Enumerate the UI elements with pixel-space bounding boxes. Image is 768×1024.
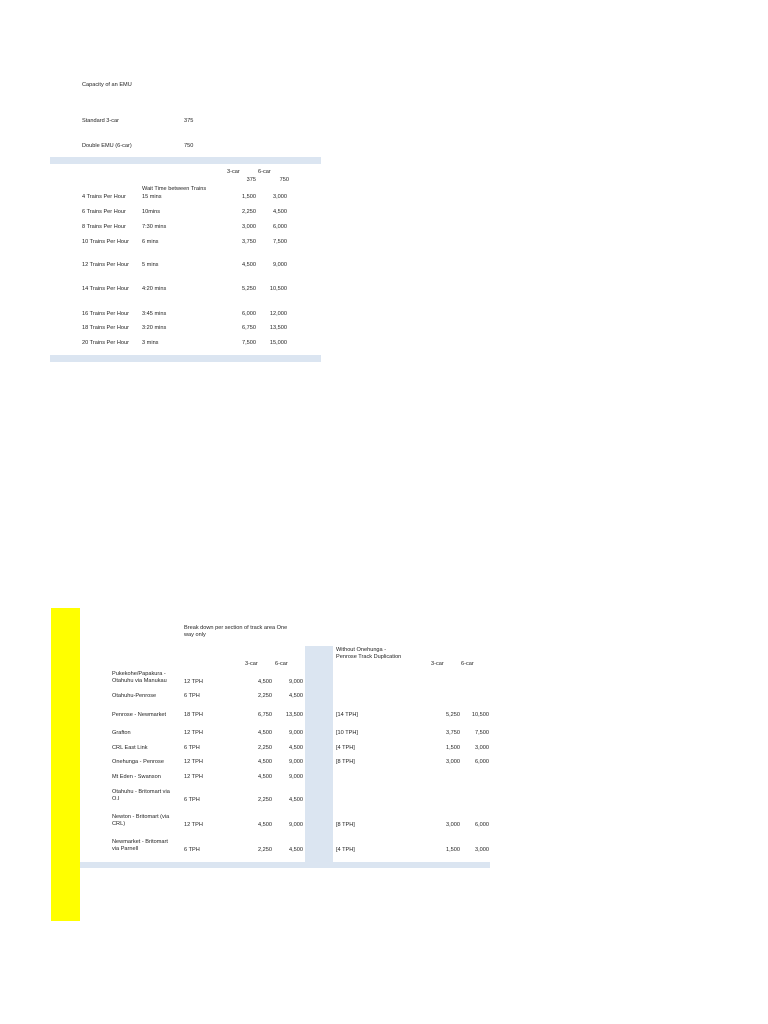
section-row-alt-6car: 10,500 (471, 712, 489, 718)
capacity-row-3car: 1,500 (242, 194, 256, 200)
section-row-6car: 4,500 (289, 797, 303, 803)
section-row-6car: 4,500 (289, 693, 303, 699)
section-row-alt-3car: 3,000 (446, 822, 460, 828)
section-row-alt-tph: [14 TPH] (336, 712, 358, 718)
capacity-row-wait: 3:45 mins (142, 311, 167, 317)
section-row-name: Penrose - Newmarket (112, 712, 167, 718)
section-row-3car: 2,250 (258, 693, 272, 699)
section-row-tph: 18 TPH (184, 712, 203, 718)
section-row-name: Newton - Britomart (via CRL) (112, 814, 170, 827)
section-row-tph: 6 TPH (184, 847, 200, 853)
section-bottom-band (80, 862, 490, 868)
section-row-6car: 9,000 (289, 759, 303, 765)
section-row-alt-3car: 3,750 (446, 730, 460, 736)
section-row-3car: 2,250 (258, 745, 272, 751)
capacity-row-tph: 6 Trains Per Hour (82, 209, 126, 215)
section-row-tph: 6 TPH (184, 745, 200, 751)
section-row-alt-6car: 7,500 (475, 730, 489, 736)
section-row-alt-6car: 6,000 (475, 759, 489, 765)
section-row-name: Otahuhu - Britomart via O.I (112, 789, 170, 802)
section-row-6car: 9,000 (289, 822, 303, 828)
section-row-6car: 4,500 (289, 745, 303, 751)
yellow-highlight-bar (51, 608, 80, 921)
without-col-3car: 3-car (431, 661, 444, 667)
section-row-3car: 4,500 (258, 822, 272, 828)
capacity-row-wait: 3:20 mins (142, 325, 167, 331)
capacity-row-wait: 3 mins (142, 340, 159, 346)
capacity-row-3car: 2,250 (242, 209, 256, 215)
capacity-row-6car: 15,000 (269, 340, 287, 346)
section-row-name: Grafton (112, 730, 131, 736)
standard-emu-label: Standard 3-car (82, 118, 120, 124)
section-col-3car: 3-car (245, 661, 258, 667)
capacity-row-tph: 4 Trains Per Hour (82, 194, 126, 200)
emu-title: Capacity of an EMU (82, 82, 132, 88)
section-row-6car: 4,500 (289, 847, 303, 853)
double-emu-value: 750 (184, 143, 194, 149)
col-sub-3car: 375 (246, 177, 256, 183)
section-row-3car: 4,500 (258, 774, 272, 780)
capacity-row-tph: 20 Trains Per Hour (82, 340, 129, 346)
section-col-6car: 6-car (275, 661, 288, 667)
section-row-3car: 2,250 (258, 797, 272, 803)
section-row-alt-3car: 1,500 (446, 847, 460, 853)
section-row-name: Otahuhu-Penrose (112, 693, 157, 699)
wait-time-header: Wait Time between Trains (142, 186, 207, 192)
without-duplication-header: Without Onehunga - Penrose Track Duplication (336, 647, 402, 660)
capacity-row-6car: 10,500 (269, 286, 287, 292)
capacity-row-3car: 4,500 (242, 262, 256, 268)
capacity-row-wait: 5 mins (142, 262, 159, 268)
section-row-name: Onehunga - Penrose (112, 759, 164, 765)
section-row-6car: 13,500 (285, 712, 303, 718)
section-row-alt-tph: [10 TPH] (336, 730, 358, 736)
capacity-row-3car: 6,750 (242, 325, 256, 331)
capacity-row-3car: 5,250 (242, 286, 256, 292)
capacity-row-6car: 13,500 (269, 325, 287, 331)
section-row-tph: 12 TPH (184, 759, 203, 765)
section-row-6car: 9,000 (289, 774, 303, 780)
section-row-6car: 9,000 (289, 679, 303, 685)
capacity-row-tph: 18 Trains Per Hour (82, 325, 129, 331)
table-bottom-band (50, 355, 321, 362)
section-row-tph: 6 TPH (184, 797, 200, 803)
capacity-row-6car: 4,500 (273, 209, 287, 215)
table-top-band (50, 157, 321, 164)
section-row-tph: 12 TPH (184, 774, 203, 780)
section-row-alt-tph: [4 TPH] (336, 745, 355, 751)
capacity-row-6car: 7,500 (273, 239, 287, 245)
section-row-3car: 2,250 (258, 847, 272, 853)
capacity-row-6car: 6,000 (273, 224, 287, 230)
section-row-3car: 4,500 (258, 759, 272, 765)
section-row-6car: 9,000 (289, 730, 303, 736)
section-row-alt-6car: 3,000 (475, 745, 489, 751)
section-row-tph: 6 TPH (184, 693, 200, 699)
col-header-6car: 6-car (258, 169, 271, 175)
section-row-alt-tph: [8 TPH] (336, 759, 355, 765)
capacity-row-6car: 12,000 (269, 311, 287, 317)
capacity-row-tph: 16 Trains Per Hour (82, 311, 129, 317)
section-row-3car: 4,500 (258, 679, 272, 685)
capacity-row-6car: 9,000 (273, 262, 287, 268)
capacity-row-6car: 3,000 (273, 194, 287, 200)
capacity-row-3car: 7,500 (242, 340, 256, 346)
section-row-name: Mt Eden - Swanson (112, 774, 161, 780)
section-row-alt-3car: 1,500 (446, 745, 460, 751)
section-row-alt-tph: [8 TPH] (336, 822, 355, 828)
capacity-row-3car: 3,750 (242, 239, 256, 245)
capacity-row-wait: 10mins (142, 209, 161, 215)
section-row-alt-3car: 5,250 (446, 712, 460, 718)
section-row-tph: 12 TPH (184, 679, 203, 685)
capacity-row-wait: 6 mins (142, 239, 159, 245)
capacity-row-wait: 15 mins (142, 194, 162, 200)
capacity-row-tph: 8 Trains Per Hour (82, 224, 126, 230)
section-row-tph: 12 TPH (184, 730, 203, 736)
capacity-row-wait: 4:20 mins (142, 286, 167, 292)
capacity-row-tph: 10 Trains Per Hour (82, 239, 129, 245)
section-header: Break down per section of track area One way only (184, 625, 288, 638)
capacity-row-tph: 14 Trains Per Hour (82, 286, 129, 292)
section-row-tph: 12 TPH (184, 822, 203, 828)
section-row-3car: 6,750 (258, 712, 272, 718)
capacity-row-3car: 6,000 (242, 311, 256, 317)
capacity-row-3car: 3,000 (242, 224, 256, 230)
col-sub-6car: 750 (279, 177, 289, 183)
section-row-alt-6car: 3,000 (475, 847, 489, 853)
section-row-name: Newmarket - Britomart via Parnell (112, 839, 168, 852)
section-row-name: CRL East Link (112, 745, 148, 751)
section-row-alt-tph: [4 TPH] (336, 847, 355, 853)
col-header-3car: 3-car (227, 169, 240, 175)
section-row-3car: 4,500 (258, 730, 272, 736)
standard-emu-value: 375 (184, 118, 194, 124)
divider-column-band (305, 646, 333, 863)
double-emu-label: Double EMU (6-car) (82, 143, 132, 149)
capacity-row-wait: 7:30 mins (142, 224, 167, 230)
section-row-alt-3car: 3,000 (446, 759, 460, 765)
section-row-name: Pukekohe/Papakura - Otahuhu via Manukau (112, 671, 167, 684)
section-row-alt-6car: 6,000 (475, 822, 489, 828)
without-col-6car: 6-car (461, 661, 474, 667)
capacity-row-tph: 12 Trains Per Hour (82, 262, 129, 268)
